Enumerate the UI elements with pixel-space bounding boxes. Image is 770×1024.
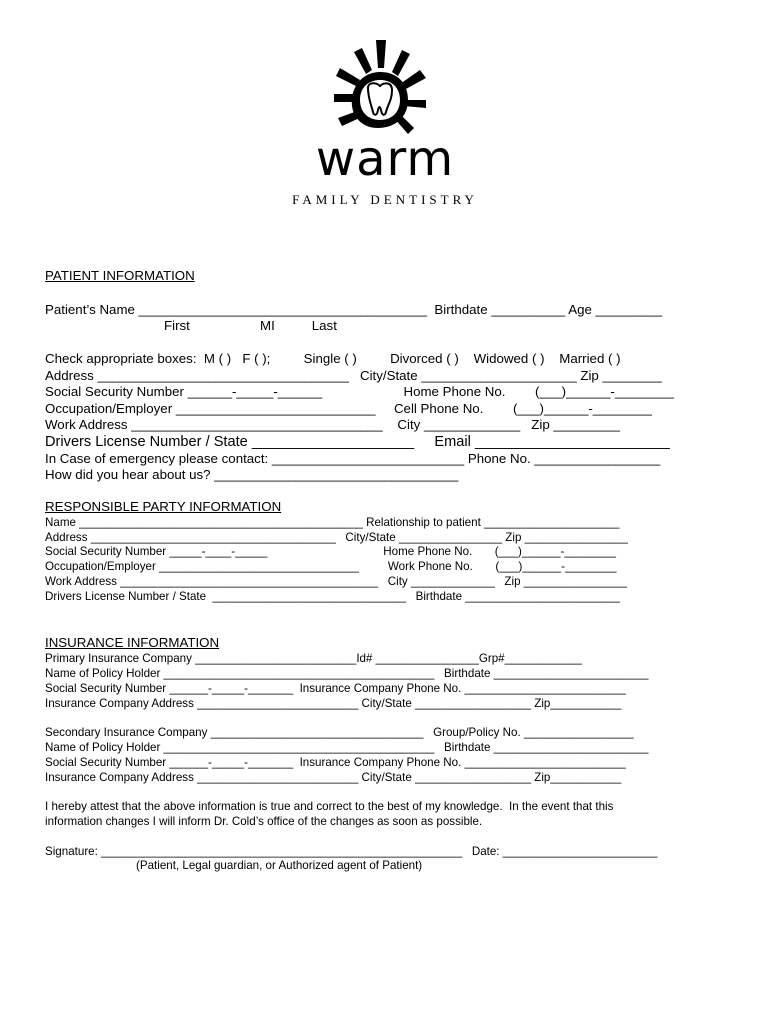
address-line: Address __________________________________ City/State _____________________ Zip ________ [45, 368, 662, 383]
brand-name: warm [315, 131, 455, 187]
secondary-insurance-line: Insurance Company Address _________________________ City/State __________________ Zip___________ [45, 771, 622, 784]
responsible-line: Social Security Number _____-____-_____ Home Phone No. (___)______-________ [45, 545, 616, 558]
ssn-line: Social Security Number ______-_____-______ Home Phone No. (___)______-________ [45, 384, 675, 399]
secondary-insurance-line: Secondary Insurance Company _________________________________ Group/Policy No. _________________ [45, 726, 634, 739]
patient-information-heading: PATIENT INFORMATION [45, 268, 195, 283]
primary-insurance-line: Insurance Company Address _________________________ City/State __________________ Zip___________ [45, 697, 622, 710]
responsible-party-heading: RESPONSIBLE PARTY INFORMATION [45, 499, 282, 514]
signature-subline: (Patient, Legal guardian, or Authorized agent of Patient) [136, 859, 423, 872]
patient-name-subline: First MI Last [164, 318, 337, 333]
occupation-line: Occupation/Employer ___________________________ Cell Phone No. (___)______-________ [45, 401, 652, 416]
attestation-text: I hereby attest that the above information is true and correct to the best of my knowledge. In the event that this [45, 800, 614, 813]
responsible-line: Name ____________________________________________ Relationship to patient _____________________ [45, 516, 620, 529]
primary-insurance-line: Primary Insurance Company _________________________Id# ________________Grp#____________ [45, 652, 582, 665]
insurance-heading: INSURANCE INFORMATION [45, 635, 220, 650]
secondary-insurance-line: Social Security Number ______-_____-_______ Insurance Company Phone No. _________________________ [45, 756, 626, 769]
responsible-line: Occupation/Employer _______________________________ Work Phone No. (___)______-________ [45, 560, 617, 573]
responsible-line: Drivers License Number / State ______________________________ Birthdate ________________________ [45, 590, 621, 603]
marital-status-line: Check appropriate boxes: M ( ) F ( ); Single ( ) Divorced ( ) Widowed ( ) Married ( ) [45, 351, 621, 366]
brand-tagline: FAMILY DENTISTRY [292, 192, 478, 207]
signature-line: Signature: ________________________________________________________ Date: ________________________ [45, 845, 658, 858]
primary-insurance-line: Social Security Number ______-_____-_______ Insurance Company Phone No. _________________________ [45, 682, 626, 695]
work-address-line: Work Address __________________________________ City _____________ Zip _________ [45, 417, 620, 432]
emergency-contact-line: In Case of emergency please contact: __________________________ Phone No. _________________ [45, 451, 661, 466]
drivers-license-line: Drivers License Number / State ____________________ Email ________________________ [45, 434, 670, 450]
secondary-insurance-line: Name of Policy Holder __________________________________________ Birthdate ________________________ [45, 741, 649, 754]
referral-line: How did you hear about us? _________________________________ [45, 467, 459, 482]
primary-insurance-line: Name of Policy Holder __________________________________________ Birthdate ________________________ [45, 667, 649, 680]
patient-name-line: Patient’s Name _______________________________________ Birthdate __________ Age _________ [45, 302, 663, 317]
responsible-line: Work Address ________________________________________ City _____________ Zip ________________ [45, 575, 627, 588]
responsible-line: Address ______________________________________ City/State ________________ Zip ________________ [45, 531, 628, 544]
attestation-text: information changes I will inform Dr. Cold’s office of the changes as soon as possible. [45, 815, 483, 828]
